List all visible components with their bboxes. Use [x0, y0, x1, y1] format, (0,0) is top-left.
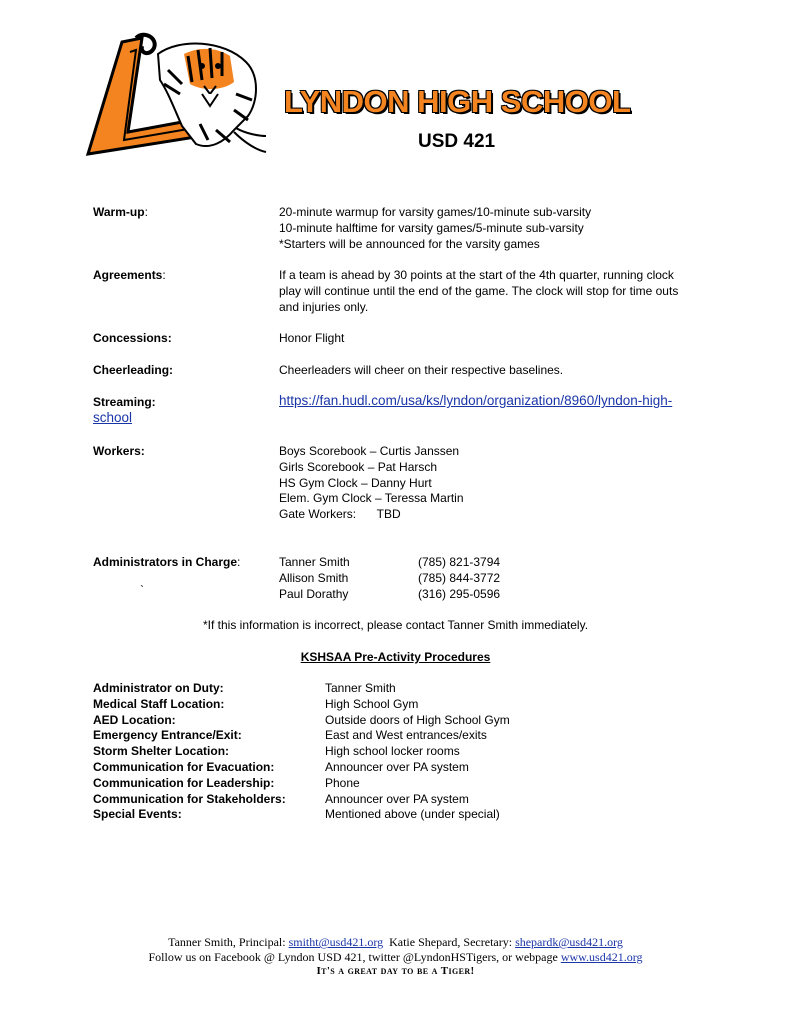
agreements-details	[279, 268, 678, 315]
procedure-value: East and West entrances/exits	[325, 728, 487, 743]
procedures-title: KSHSAA Pre-Activity Procedures	[300, 650, 491, 664]
procedure-label: Special Events:	[93, 807, 182, 822]
workers-list	[279, 444, 464, 523]
worker-item: Elem. Gym Clock – Teressa Martin	[279, 491, 464, 506]
administrator-phone: (316) 295-0596	[418, 586, 501, 601]
warmup-details	[279, 205, 591, 252]
procedure-label: Communication for Evacuation:	[93, 759, 275, 774]
administrator-name: Paul Dorathy	[279, 586, 349, 601]
tiger-letter-l-logo-icon	[84, 32, 268, 158]
procedure-value: High school locker rooms	[325, 744, 460, 759]
streaming-link-continued[interactable]: school	[93, 410, 133, 425]
cheerleading-value: Cheerleaders will cheer on their respective baselines.	[279, 363, 564, 377]
administrator-phones	[418, 555, 500, 602]
workers-label: Workers:	[93, 444, 145, 458]
gate-workers-label: Gate Workers:	[279, 507, 357, 522]
administrators-label: Administrators in Charge	[93, 555, 238, 569]
warmup-colon: :	[144, 205, 148, 219]
procedure-label: Medical Staff Location:	[93, 696, 225, 711]
school-name: LYNDON HIGH SCHOOL	[284, 84, 631, 119]
footer-secretary-text: Katie Shepard, Secretary:	[383, 935, 516, 949]
gate-workers-value: TBD	[376, 507, 401, 522]
agreements-line: If a team is ahead by 30 points at the start of the 4th quarter, running clock	[279, 268, 674, 282]
administrator-name: Tanner Smith	[279, 555, 350, 569]
footer-social	[0, 950, 791, 965]
footer-contacts	[0, 935, 791, 950]
district-name: USD 421	[418, 131, 496, 152]
warmup-line: *Starters will be announced for the varsity games	[279, 236, 540, 251]
secretary-email-link[interactable]: shepardk@usd421.org	[515, 935, 623, 949]
procedure-value: Phone	[325, 775, 360, 790]
agreements-colon: :	[162, 268, 166, 282]
procedure-label: Communication for Stakeholders:	[93, 791, 286, 806]
procedure-label: Storm Shelter Location:	[93, 744, 230, 759]
gate-workers-row	[279, 507, 464, 523]
agreements-line: and injuries only.	[279, 299, 369, 314]
procedures-values	[325, 681, 510, 823]
worker-item: Boys Scorebook – Curtis Janssen	[279, 444, 460, 458]
agreements-line: play will continue until the end of the game. The clock will stop for time outs	[279, 283, 679, 298]
correction-notice: *If this information is incorrect, please contact Tanner Smith immediately.	[202, 618, 589, 632]
agreements-label: Agreements	[93, 268, 163, 282]
procedures-labels	[93, 681, 286, 823]
worker-item: HS Gym Clock – Danny Hurt	[279, 475, 432, 490]
administrator-names	[279, 555, 350, 602]
procedure-value: Mentioned above (under special)	[325, 807, 500, 822]
streaming-label: Streaming:	[93, 395, 156, 409]
website-link[interactable]: www.usd421.org	[560, 950, 643, 964]
stray-mark: `	[140, 583, 144, 597]
administrator-phone: (785) 844-3772	[418, 570, 501, 585]
procedure-value: Announcer over PA system	[325, 791, 469, 806]
warmup-line: 20-minute warmup for varsity games/10-minute sub-varsity	[279, 205, 592, 219]
procedure-value: Tanner Smith	[325, 681, 396, 695]
warmup-label-group	[93, 205, 148, 221]
footer-social-text: Follow us on Facebook @ Lyndon USD 421, twitter @LyndonHSTigers, or webpage	[148, 950, 561, 964]
administrators-label-group	[93, 555, 240, 571]
procedure-label: Administrator on Duty:	[93, 681, 224, 695]
principal-email-link[interactable]: smitht@usd421.org	[288, 935, 384, 949]
worker-item: Girls Scorebook – Pat Harsch	[279, 459, 438, 474]
procedure-label: Communication for Leadership:	[93, 775, 275, 790]
concessions-value: Honor Flight	[279, 331, 345, 345]
procedure-label: Emergency Entrance/Exit:	[93, 728, 242, 743]
procedure-value: High School Gym	[325, 696, 419, 711]
procedure-label: AED Location:	[93, 712, 176, 727]
cheerleading-label: Cheerleading:	[93, 363, 174, 377]
procedure-value: Announcer over PA system	[325, 759, 469, 774]
warmup-label: Warm-up	[93, 205, 145, 219]
footer-principal-text: Tanner Smith, Principal:	[168, 935, 289, 949]
warmup-line: 10-minute halftime for varsity games/5-minute sub-varsity	[279, 220, 584, 235]
administrators-colon: :	[237, 555, 241, 569]
agreements-label-group	[93, 268, 166, 284]
administrator-phone: (785) 821-3794	[418, 555, 501, 569]
administrator-name: Allison Smith	[279, 570, 349, 585]
concessions-label: Concessions:	[93, 331, 172, 345]
streaming-link[interactable]: https://fan.hudl.com/usa/ks/lyndon/organization/8960/lyndon-high-	[279, 393, 673, 408]
footer-motto: It's a great day to be a Tiger!	[316, 965, 475, 977]
procedure-value: Outside doors of High School Gym	[325, 712, 510, 727]
